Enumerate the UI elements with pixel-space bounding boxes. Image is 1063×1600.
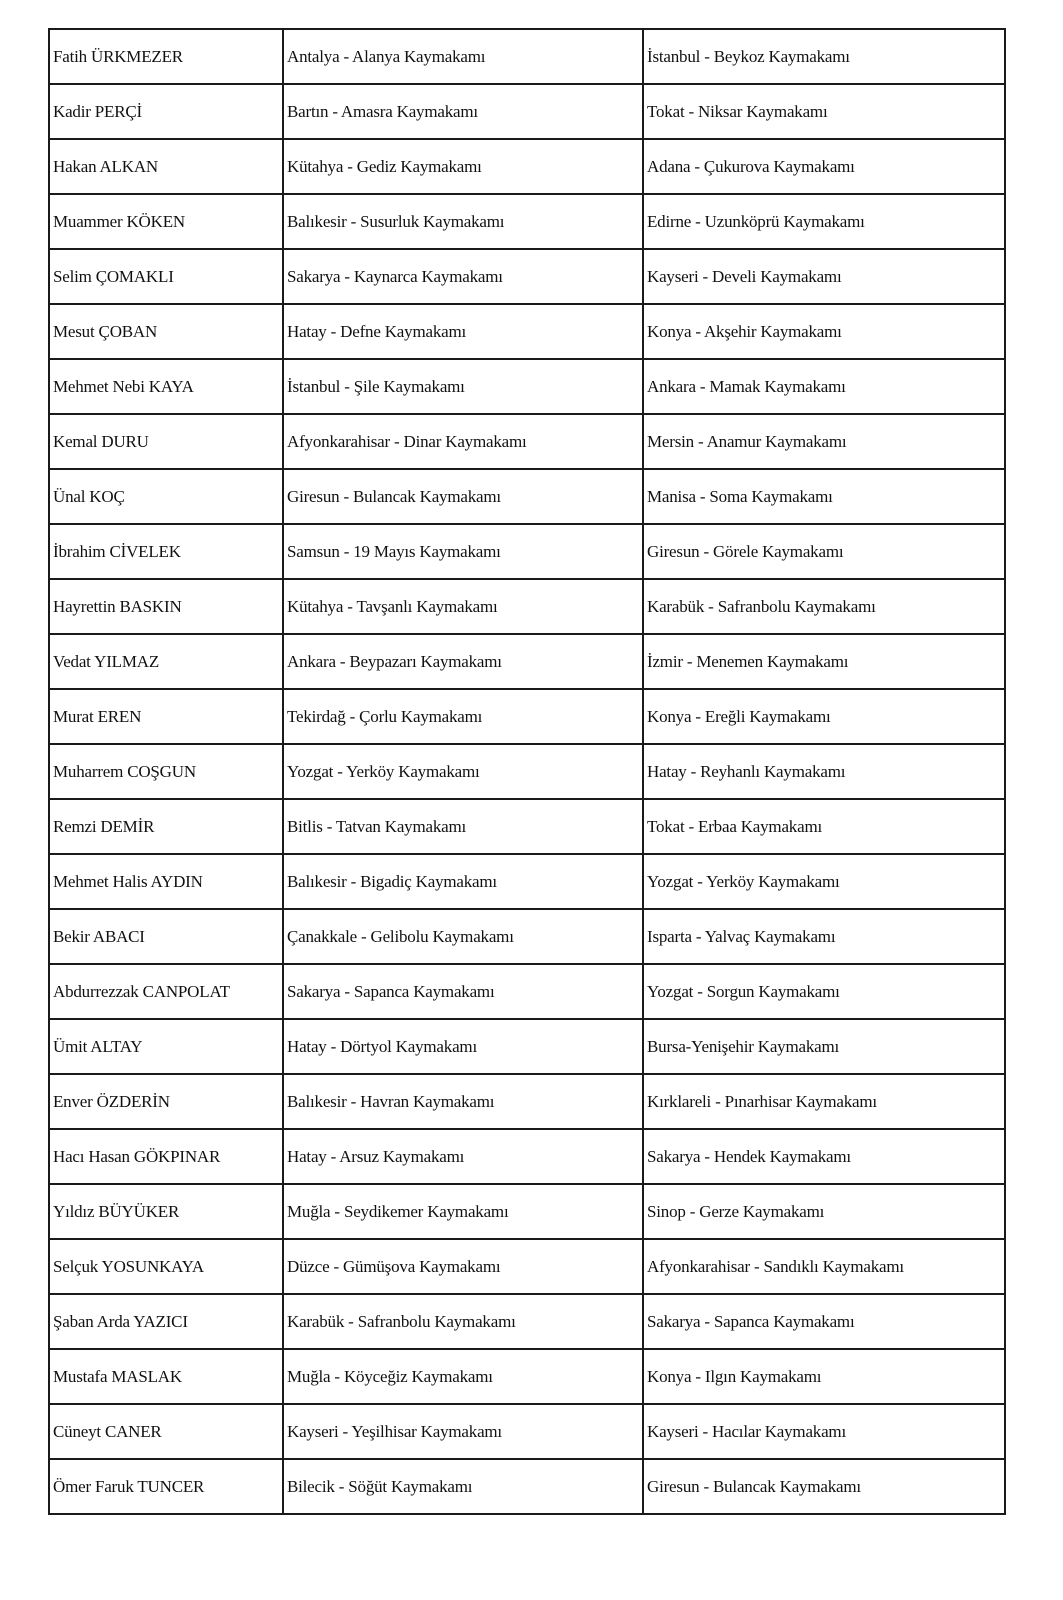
new-post-cell: Tokat - Niksar Kaymakamı	[643, 84, 1005, 139]
previous-post-cell: İstanbul - Şile Kaymakamı	[283, 359, 643, 414]
previous-post-cell: Hatay - Arsuz Kaymakamı	[283, 1129, 643, 1184]
previous-post-cell: Ankara - Beypazarı Kaymakamı	[283, 634, 643, 689]
previous-post-cell: Muğla - Seydikemer Kaymakamı	[283, 1184, 643, 1239]
table-row	[49, 469, 1005, 524]
new-post-cell: Sinop - Gerze Kaymakamı	[643, 1184, 1005, 1239]
person-name-cell: Ömer Faruk TUNCER	[49, 1459, 283, 1514]
person-name-cell: Muharrem COŞGUN	[49, 744, 283, 799]
table-row	[49, 634, 1005, 689]
new-post-cell: Giresun - Görele Kaymakamı	[643, 524, 1005, 579]
new-post-cell: Konya - Ilgın Kaymakamı	[643, 1349, 1005, 1404]
new-post-cell: Konya - Ereğli Kaymakamı	[643, 689, 1005, 744]
person-name-cell: Mehmet Halis AYDIN	[49, 854, 283, 909]
previous-post-cell: Sakarya - Sapanca Kaymakamı	[283, 964, 643, 1019]
previous-post-cell: Bitlis - Tatvan Kaymakamı	[283, 799, 643, 854]
person-name-cell: Muammer KÖKEN	[49, 194, 283, 249]
new-post-cell: Giresun - Bulancak Kaymakamı	[643, 1459, 1005, 1514]
person-name-cell: Ümit ALTAY	[49, 1019, 283, 1074]
person-name-cell: Enver ÖZDERİN	[49, 1074, 283, 1129]
new-post-cell: Yozgat - Yerköy Kaymakamı	[643, 854, 1005, 909]
appointments-table	[48, 28, 1006, 1515]
previous-post-cell: Yozgat - Yerköy Kaymakamı	[283, 744, 643, 799]
previous-post-cell: Kütahya - Tavşanlı Kaymakamı	[283, 579, 643, 634]
table-row	[49, 799, 1005, 854]
table-row	[49, 414, 1005, 469]
previous-post-cell: Bilecik - Söğüt Kaymakamı	[283, 1459, 643, 1514]
appointments-table-body	[49, 29, 1005, 1514]
new-post-cell: Kırklareli - Pınarhisar Kaymakamı	[643, 1074, 1005, 1129]
new-post-cell: Hatay - Reyhanlı Kaymakamı	[643, 744, 1005, 799]
table-row	[49, 29, 1005, 84]
table-row	[49, 304, 1005, 359]
person-name-cell: Murat EREN	[49, 689, 283, 744]
new-post-cell: İzmir - Menemen Kaymakamı	[643, 634, 1005, 689]
person-name-cell: Yıldız BÜYÜKER	[49, 1184, 283, 1239]
person-name-cell: Selçuk YOSUNKAYA	[49, 1239, 283, 1294]
new-post-cell: Yozgat - Sorgun Kaymakamı	[643, 964, 1005, 1019]
person-name-cell: Mehmet Nebi KAYA	[49, 359, 283, 414]
person-name-cell: Hayrettin BASKIN	[49, 579, 283, 634]
new-post-cell: Karabük - Safranbolu Kaymakamı	[643, 579, 1005, 634]
person-name-cell: Abdurrezzak CANPOLAT	[49, 964, 283, 1019]
person-name-cell: Cüneyt CANER	[49, 1404, 283, 1459]
table-row	[49, 1239, 1005, 1294]
table-row	[49, 854, 1005, 909]
new-post-cell: Mersin - Anamur Kaymakamı	[643, 414, 1005, 469]
person-name-cell: Selim ÇOMAKLI	[49, 249, 283, 304]
table-row	[49, 1184, 1005, 1239]
table-row	[49, 1294, 1005, 1349]
previous-post-cell: Balıkesir - Susurluk Kaymakamı	[283, 194, 643, 249]
table-row	[49, 909, 1005, 964]
previous-post-cell: Hatay - Defne Kaymakamı	[283, 304, 643, 359]
new-post-cell: Kayseri - Hacılar Kaymakamı	[643, 1404, 1005, 1459]
person-name-cell: Kadir PERÇİ	[49, 84, 283, 139]
new-post-cell: Edirne - Uzunköprü Kaymakamı	[643, 194, 1005, 249]
previous-post-cell: Kayseri - Yeşilhisar Kaymakamı	[283, 1404, 643, 1459]
new-post-cell: Sakarya - Hendek Kaymakamı	[643, 1129, 1005, 1184]
table-row	[49, 744, 1005, 799]
new-post-cell: Konya - Akşehir Kaymakamı	[643, 304, 1005, 359]
person-name-cell: Ünal KOÇ	[49, 469, 283, 524]
new-post-cell: Manisa - Soma Kaymakamı	[643, 469, 1005, 524]
new-post-cell: İstanbul - Beykoz Kaymakamı	[643, 29, 1005, 84]
new-post-cell: Ankara - Mamak Kaymakamı	[643, 359, 1005, 414]
table-row	[49, 194, 1005, 249]
new-post-cell: Sakarya - Sapanca Kaymakamı	[643, 1294, 1005, 1349]
table-row	[49, 84, 1005, 139]
table-row	[49, 964, 1005, 1019]
table-row	[49, 689, 1005, 744]
new-post-cell: Kayseri - Develi Kaymakamı	[643, 249, 1005, 304]
person-name-cell: İbrahim CİVELEK	[49, 524, 283, 579]
person-name-cell: Hacı Hasan GÖKPINAR	[49, 1129, 283, 1184]
table-row	[49, 1459, 1005, 1514]
previous-post-cell: Balıkesir - Bigadiç Kaymakamı	[283, 854, 643, 909]
table-row	[49, 1074, 1005, 1129]
previous-post-cell: Hatay - Dörtyol Kaymakamı	[283, 1019, 643, 1074]
table-row	[49, 1404, 1005, 1459]
previous-post-cell: Tekirdağ - Çorlu Kaymakamı	[283, 689, 643, 744]
table-row	[49, 1129, 1005, 1184]
previous-post-cell: Karabük - Safranbolu Kaymakamı	[283, 1294, 643, 1349]
table-row	[49, 524, 1005, 579]
previous-post-cell: Giresun - Bulancak Kaymakamı	[283, 469, 643, 524]
previous-post-cell: Sakarya - Kaynarca Kaymakamı	[283, 249, 643, 304]
person-name-cell: Vedat YILMAZ	[49, 634, 283, 689]
person-name-cell: Remzi DEMİR	[49, 799, 283, 854]
person-name-cell: Şaban Arda YAZICI	[49, 1294, 283, 1349]
previous-post-cell: Bartın - Amasra Kaymakamı	[283, 84, 643, 139]
person-name-cell: Bekir ABACI	[49, 909, 283, 964]
table-row	[49, 249, 1005, 304]
table-row	[49, 139, 1005, 194]
table-row	[49, 359, 1005, 414]
previous-post-cell: Çanakkale - Gelibolu Kaymakamı	[283, 909, 643, 964]
new-post-cell: Afyonkarahisar - Sandıklı Kaymakamı	[643, 1239, 1005, 1294]
new-post-cell: Tokat - Erbaa Kaymakamı	[643, 799, 1005, 854]
previous-post-cell: Kütahya - Gediz Kaymakamı	[283, 139, 643, 194]
person-name-cell: Fatih ÜRKMEZER	[49, 29, 283, 84]
previous-post-cell: Düzce - Gümüşova Kaymakamı	[283, 1239, 643, 1294]
new-post-cell: Bursa-Yenişehir Kaymakamı	[643, 1019, 1005, 1074]
person-name-cell: Mustafa MASLAK	[49, 1349, 283, 1404]
table-row	[49, 1019, 1005, 1074]
person-name-cell: Mesut ÇOBAN	[49, 304, 283, 359]
table-row	[49, 579, 1005, 634]
table-row	[49, 1349, 1005, 1404]
new-post-cell: Isparta - Yalvaç Kaymakamı	[643, 909, 1005, 964]
previous-post-cell: Antalya - Alanya Kaymakamı	[283, 29, 643, 84]
previous-post-cell: Balıkesir - Havran Kaymakamı	[283, 1074, 643, 1129]
new-post-cell: Adana - Çukurova Kaymakamı	[643, 139, 1005, 194]
person-name-cell: Hakan ALKAN	[49, 139, 283, 194]
previous-post-cell: Afyonkarahisar - Dinar Kaymakamı	[283, 414, 643, 469]
person-name-cell: Kemal DURU	[49, 414, 283, 469]
previous-post-cell: Muğla - Köyceğiz Kaymakamı	[283, 1349, 643, 1404]
previous-post-cell: Samsun - 19 Mayıs Kaymakamı	[283, 524, 643, 579]
